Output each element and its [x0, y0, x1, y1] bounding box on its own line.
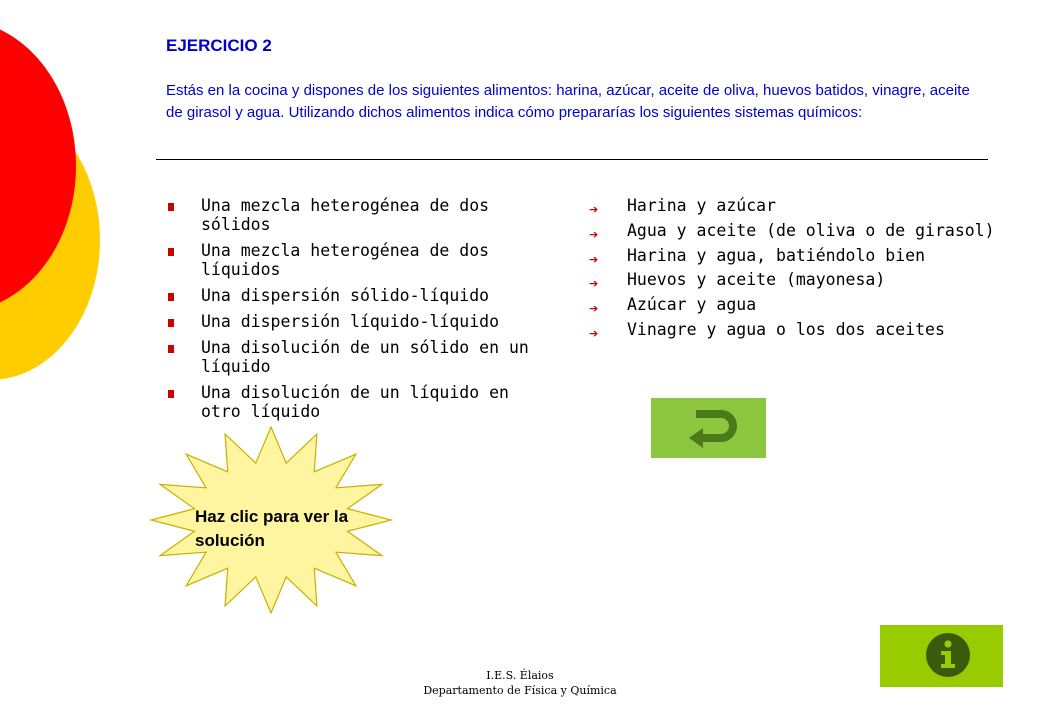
- solutions-list: [589, 196, 1009, 345]
- exercise-intro: Estás en la cocina y dispones de los siguientes alimentos: harina, azúcar, aceite de oliva, huevos batidos, vinagre, aceite de girasol y agua. Utilizando dichos alimentos indica cómo prepararías los siguientes sistemas químicos:: [166, 82, 970, 121]
- list-item-text: Una mezcla heterogénea de dos sólidos: [201, 196, 490, 234]
- list-item-text: Harina y agua, batiéndolo bien: [627, 245, 926, 265]
- list-item-text: Una mezcla heterogénea de dos líquidos: [201, 241, 490, 279]
- list-item-text: Azúcar y agua: [627, 295, 757, 315]
- list-item: [589, 196, 1009, 216]
- systems-list: [167, 196, 539, 428]
- list-item: [167, 312, 539, 331]
- list-item-text: Agua y aceite (de oliva o de girasol): [627, 220, 995, 240]
- return-button[interactable]: [651, 398, 766, 458]
- footer-school: I.E.S. Élaios: [486, 669, 554, 682]
- list-item: [589, 221, 1009, 241]
- list-item-text: Una dispersión líquido-líquido: [201, 312, 500, 331]
- square-bullet-icon: [168, 390, 174, 398]
- arrow-bullet-icon: ➔: [589, 252, 599, 266]
- square-bullet-icon: [168, 345, 174, 353]
- arrow-bullet-icon: ➔: [589, 203, 599, 216]
- return-arrow-icon: [651, 398, 766, 458]
- arrow-bullet-icon: ➔: [589, 277, 599, 291]
- arrow-bullet-icon: ➔: [589, 326, 599, 340]
- info-icon: [880, 625, 1003, 687]
- list-item: [167, 338, 539, 376]
- show-solution-label[interactable]: Haz clic para ver la solución: [195, 507, 349, 550]
- list-item: [589, 270, 1009, 290]
- list-item-text: Una dispersión sólido-líquido: [201, 286, 490, 305]
- arrow-bullet-icon: ➔: [589, 302, 599, 316]
- square-bullet-icon: [168, 248, 174, 256]
- list-item: [589, 295, 1009, 315]
- list-item-text: Harina y azúcar: [627, 196, 777, 215]
- list-item-text: Una disolución de un sólido en un líquido: [201, 338, 529, 376]
- list-item-text: Una disolución de un líquido en otro líquido: [201, 383, 509, 421]
- slide-title: EJERCICIO 2: [166, 36, 272, 55]
- list-item: [589, 320, 1009, 340]
- info-button[interactable]: [880, 625, 1003, 687]
- list-item-text: Huevos y aceite (mayonesa): [627, 270, 886, 290]
- square-bullet-icon: [168, 319, 174, 327]
- square-bullet-icon: [168, 203, 174, 211]
- list-item: [167, 241, 539, 279]
- footer-department: Departamento de Física y Química: [423, 684, 617, 697]
- list-item: [589, 246, 1009, 266]
- footer: [380, 668, 660, 698]
- divider: [156, 159, 988, 160]
- list-item: [167, 196, 539, 234]
- arrow-bullet-icon: ➔: [589, 227, 599, 241]
- square-bullet-icon: [168, 293, 174, 301]
- list-item-text: Vinagre y agua o los dos aceites: [627, 319, 945, 339]
- list-item: [167, 286, 539, 305]
- list-item: [167, 383, 539, 421]
